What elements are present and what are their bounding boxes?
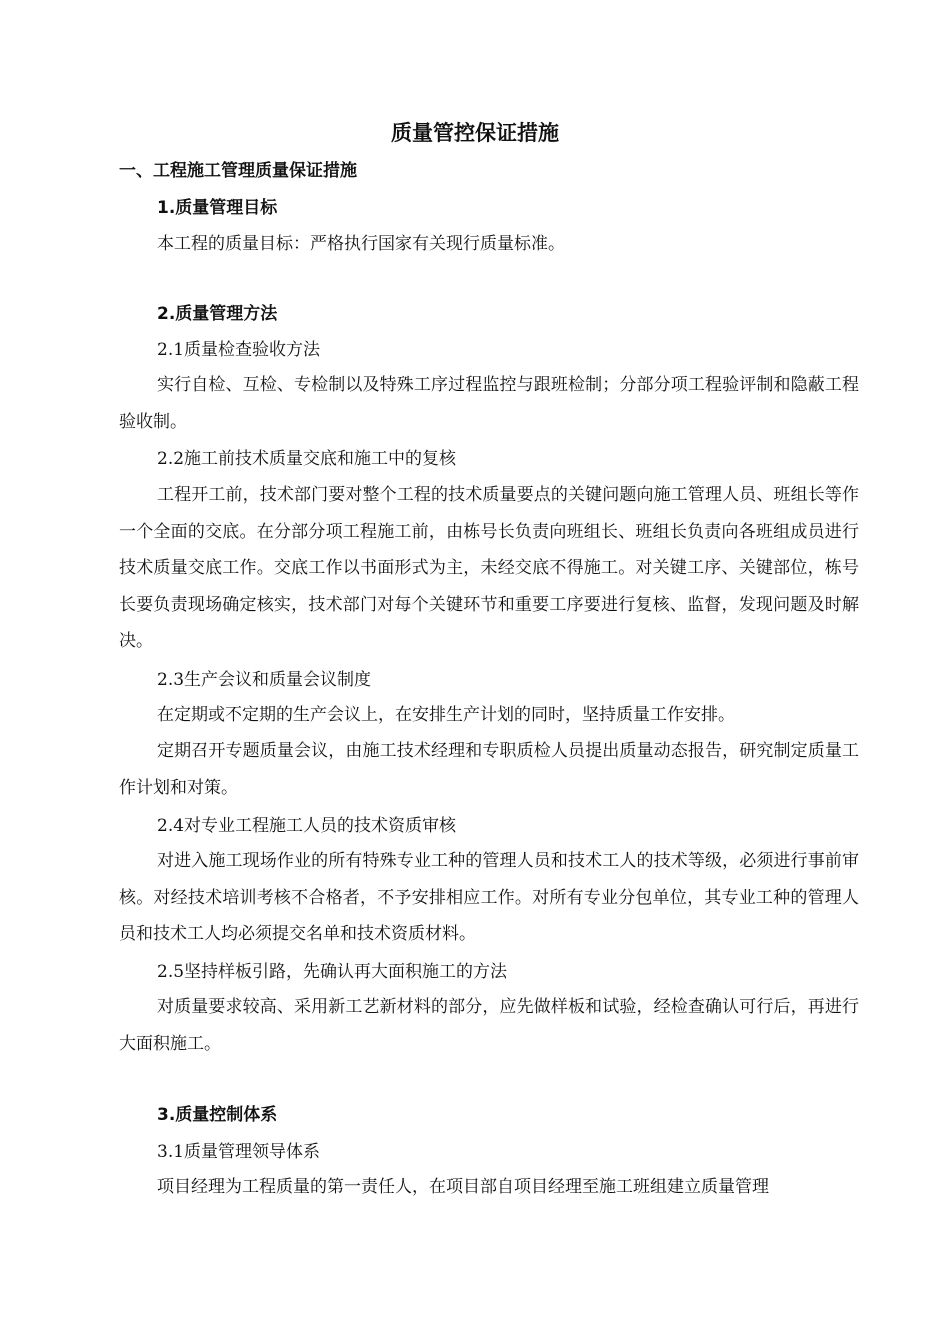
clause-heading: 3.1质量管理领导体系 bbox=[157, 1142, 321, 1162]
clause-heading: 2.4对专业工程施工人员的技术资质审核 bbox=[157, 816, 457, 836]
section-heading: 一、工程施工管理质量保证措施 bbox=[119, 161, 357, 181]
subsection-heading: 3.质量控制体系 bbox=[157, 1105, 278, 1125]
paragraph: 项目经理为工程质量的第一责任人，在项目部自项目经理至施工班组建立质量管理 bbox=[157, 1177, 769, 1197]
paragraph: 对进入施工现场作业的所有特殊专业工种的管理人员和技术工人的技术等级，必须进行事前审核。对经技术培训考核不合格者，不予安排相应工作。对所有专业分包单位，其专业工种的管理人员和技术工人均必须提交名单和技术资质材料。 bbox=[119, 851, 859, 944]
subsection-heading: 1.质量管理目标 bbox=[157, 198, 278, 218]
paragraph: 实行自检、互检、专检制以及特殊工序过程监控与跟班检制；分部分项工程验评制和隐蔽工程验收制。 bbox=[119, 375, 859, 432]
clause-heading: 2.1质量检查验收方法 bbox=[157, 340, 321, 360]
clause-heading: 2.2施工前技术质量交底和施工中的复核 bbox=[157, 449, 457, 469]
subsection-heading: 2.质量管理方法 bbox=[157, 304, 278, 324]
document-title: 质量管控保证措施 bbox=[391, 121, 559, 145]
paragraph: 定期召开专题质量会议，由施工技术经理和专职质检人员提出质量动态报告，研究制定质量工作计划和对策。 bbox=[119, 741, 859, 798]
paragraph: 在定期或不定期的生产会议上，在安排生产计划的同时，坚持质量工作安排。 bbox=[157, 705, 735, 725]
paragraph: 本工程的质量目标：严格执行国家有关现行质量标准。 bbox=[157, 234, 565, 254]
paragraph: 对质量要求较高、采用新工艺新材料的部分，应先做样板和试验，经检查确认可行后，再进行大面积施工。 bbox=[119, 997, 859, 1054]
paragraph: 工程开工前，技术部门要对整个工程的技术质量要点的关键问题向施工管理人员、班组长等作一个全面的交底。在分部分项工程施工前，由栋号长负责向班组长、班组长负责向各班组成员进行技术质量交底工作。交底工作以书面形式为主，未经交底不得施工。对关键工序、关键部位，栋号长要负责现场确定核实，技术部门对每个关键环节和重要工序要进行复核、监督，发现问题及时解决。 bbox=[119, 485, 859, 651]
clause-heading: 2.3生产会议和质量会议制度 bbox=[157, 670, 372, 690]
clause-heading: 2.5坚持样板引路，先确认再大面积施工的方法 bbox=[157, 962, 508, 982]
